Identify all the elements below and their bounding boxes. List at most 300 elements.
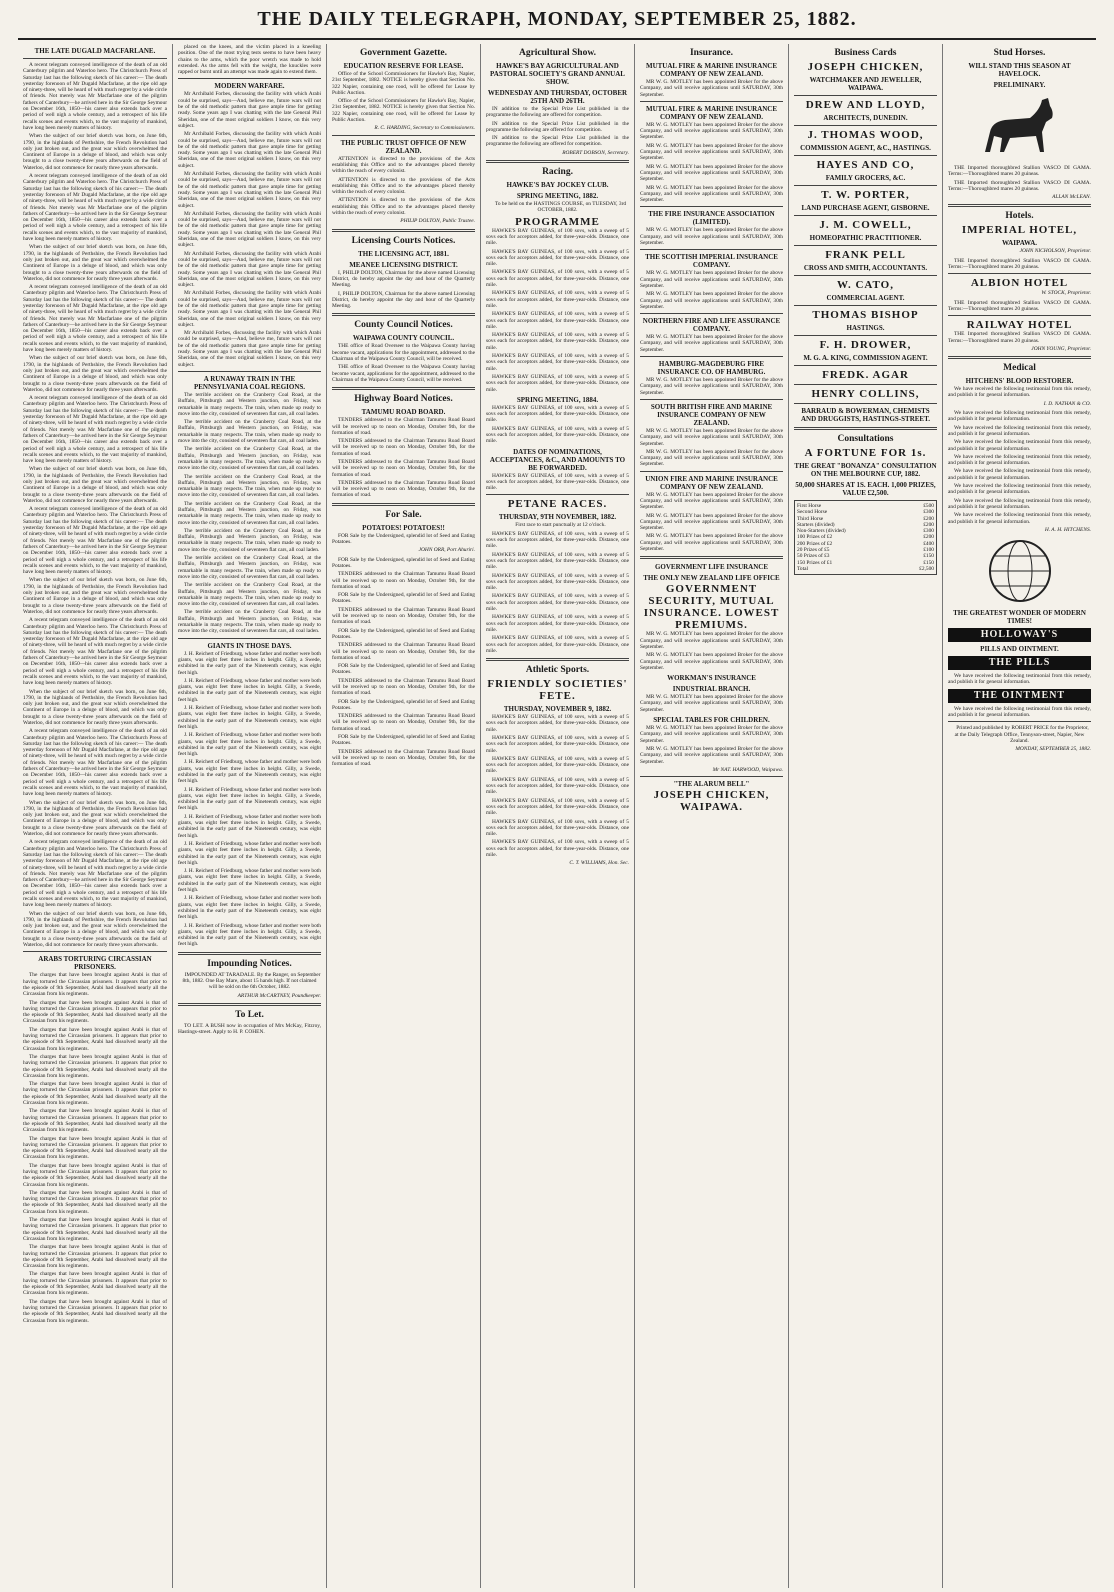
notice-text: MR W. G. MOTLEY has been appointed Broker for the above Company, and will receive applications until SATURDAY, 30th September. — [640, 725, 783, 744]
signature: R. C. HARDING, Secretary to Commissioners. — [374, 125, 475, 132]
article-text: When the subject of our brief sketch was born, on June 6th, 1790, in the highlands of Perthshire, the French Revolution had only just broken out, and the great war which overwhelmed the Continent of Europe in a deluge of blood, and which was only brought to a close twenty-three years afterwards on the field of Waterloo, did not commence for nearly three years afterwards. — [23, 910, 167, 949]
notice-text: First race to start punctually at 12 o'clock. — [515, 522, 606, 529]
signature: ARTHUR McCARTNEY, Poundkeeper. — [237, 992, 321, 999]
notice-text: We have received the following testimonial from this remedy, and publish it for general information. — [948, 705, 1091, 718]
notice-text: MR W. G. MOTLEY has been appointed Broker for the above Company, and will receive applications until SATURDAY, 30th September. — [640, 270, 783, 289]
rule — [23, 951, 167, 952]
consultation-title: A FORTUNE FOR 1s. — [804, 447, 927, 459]
notice-text: FOR Sale by the Undersigned, splendid lot of Seed and Eating Potatoes. — [332, 734, 475, 747]
article-text: A recent telegram conveyed intelligence of the death of an old Canterbury pilgrim and Waterloo hero. The Christchurch Press of Saturday last has the following sketch of his career:— The death yesterday forenoon of Mr Dugald Macfarlane, at the ripe old age of ninety-three, will be heard of with much regret by a wide circle of friends. Not merely was Mr Macfarlane one of the pilgrim fathers of Canterbury—he arrived here in the Sir George Seymour on December 16th, 1850—his career also extends back over a period of well nigh a whole century, and a retrospect of his life recalls scenes and events which, to the vast majority of mankind, have long been merely matters of history. — [23, 617, 167, 687]
article-text: When the subject of our brief sketch was born, on June 6th, 1790, in the highlands of Perthshire, the French Revolution had only just broken out, and the great war which overwhelmed the Continent of Europe in a deluge of blood, and which was only brought to a close twenty-three years afterwards on the field of Waterloo, did not commence for nearly three years afterwards. — [23, 688, 167, 726]
article-text: When the subject of our brief sketch was born, on June 6th, 1790, in the highlands of Perthshire, the French Revolution had only just broken out, and the great war which overwhelmed the Continent of Europe in a deluge of blood, and which was only brought to a close twenty-three years afterwards on the field of Waterloo, did not commence for nearly three years afterwards. — [23, 355, 167, 393]
notice-heading: SPRING MEETING, 1884. — [516, 395, 599, 404]
rule — [640, 556, 783, 559]
columns — [18, 44, 1096, 1588]
race-entry: HAWKE'S BAY GUINEAS, of 100 sovs, with a sweep of 5 sovs each for acceptors added, for three-year-olds. Distance, one mile. — [486, 839, 629, 859]
article-text: A recent telegram conveyed intelligence of the death of an old Canterbury pilgrim and Waterloo hero. The Christchurch Press of Saturday last has the following sketch of his career:— The death yesterday forenoon of Mr Dugald Macfarlane, at the ripe old age of ninety-three, will be heard of with much regret by a wide circle of friends. Not merely was Mr Macfarlane one of the pilgrim fathers of Canterbury—he arrived here in the Sir George Seymour on December 16th, 1850—his career also extends back over a period of well nigh a whole century, and a retrospect of his life recalls scenes and events which, to the vast majority of mankind, have long been merely matters of history. — [23, 395, 167, 465]
signature: JOHN ORR, Port Ahuriri. — [418, 547, 475, 554]
race-entry: HAWKE'S BAY GUINEAS, of 100 sovs, with a sweep of 5 sovs each for acceptors added, for three-year-olds. Distance, one mile. — [486, 818, 629, 838]
race-entry: HAWKE'S BAY GUINEAS, of 100 sovs, with a sweep of 5 sovs each for acceptors added, for three-year-olds. Distance, one mile. — [486, 472, 629, 492]
business-desc: WATCHMAKER AND JEWELLER, WAIPAWA. — [809, 76, 922, 92]
article-text: J. H. Reichert of Friedburg, whose father and mother were both giants, was eight feet three inches in height. Gilly, a Swede, exhibited in the early part of the Nineteenth century, was eight feet high. — [178, 759, 321, 785]
race-entry: HAWKE'S BAY GUINEAS, of 100 sovs, with a sweep of 5 sovs each for acceptors added, for three-year-olds. Distance, one mile. — [486, 551, 629, 571]
rule — [948, 204, 1091, 207]
rule — [948, 273, 1091, 274]
article-heading: ARABS TORTURING CIRCASSIAN PRISONERS. — [38, 955, 152, 972]
notice-text: MR W. G. MOTLEY has been appointed Broker for the above Company, and will receive applications until SATURDAY, 30th September. — [640, 427, 783, 447]
article-text: J. H. Reichert of Friedburg, whose father and mother were both giants, was eight feet three inches in height. Gilly, a Swede, exhibited in the early part of the Nineteenth century, was eight feet high. — [178, 895, 321, 921]
notice-heading: THURSDAY, 9TH NOVEMBER, 1882. — [498, 513, 617, 522]
notice-text: TENDERS addressed to the Chairman Tamumu Road Board will be received up to noon on Monday, October 9th, for the formation of road. — [332, 606, 475, 626]
signature: JOHN NICHOLSON, Proprietor. — [1019, 248, 1091, 255]
prize-label: Total — [797, 565, 808, 572]
prize-label: Second Horse — [797, 509, 828, 516]
notice-text: TO LET. A BUSH now in occupation of Mrs McKay, Fitzroy, Hastings-street. Apply to H. P. COHEN. — [178, 1022, 321, 1036]
rule — [332, 503, 475, 506]
notice-text: TENDERS addressed to the Chairman Tamumu Road Board will be received up to noon on Monday, October 9th, for the formation of road. — [332, 458, 475, 478]
signature: Mr NAT. HARWOOD, Waipawa. — [712, 766, 783, 773]
notice-text: I, PHILIP DOLTON, Chairman for the above named Licensing District, do hereby appoint the day and hour of the Quarterly Meeting. — [332, 269, 475, 289]
notice-heading: HAWKE'S BAY JOCKEY CLUB. — [506, 181, 609, 190]
notice-heading: WILL STAND THIS SEASON AT HAVELOCK. — [968, 62, 1071, 78]
notice-text: MR W. G. MOTLEY has been appointed Broker for the above Company, and will receive applications until SATURDAY, 30th September. — [640, 291, 783, 310]
article-text: The charges that have been brought against Arabi is that of having tortured the Circassian prisoners. It appears that prior to the episode of 9th September, Arabi had dissolved nearly all the Circassian from his regiments. — [23, 1189, 167, 1215]
notice-heading: THE LICENSING ACT, 1881. — [358, 249, 449, 258]
article-text: Mr Archibald Forbes, discussing the facility with which Arabi could be surprised, says—And, believe me, future wars will not be of the old methodic pattern that gave ample time for getting ready. Some years ago I was chatting with the late General Phil Sheridan, one of the most original soldiers I know, on this very subject. — [178, 171, 321, 209]
notice-text: FOR Sale by the Undersigned, splendid lot of Seed and Eating Potatoes. — [332, 532, 475, 546]
notice-text: IN addition to the Special Prize List published in the programme the following are offered for competition. — [486, 135, 629, 148]
notice-heading: WEDNESDAY AND THURSDAY, OCTOBER 25TH AND 26TH. — [487, 89, 628, 105]
prize-label: 100 Prizes of £2 — [797, 534, 833, 541]
rule — [178, 1003, 321, 1006]
article-text: The terrible accident on the Cranberry Coal Road, at the Buffalo, Pittsburgh and Western junction, on Friday, was remarkable in many respects. The train, when made up ready to move into the city, consisted of seventeen flat cars, all coal laden. — [178, 527, 321, 553]
fete-title: FRIENDLY SOCIETIES' FETE. — [487, 678, 628, 703]
notice-text: We have received the following testimonial from this remedy, and publish it for general information. — [948, 410, 1091, 423]
horse-illustration — [948, 92, 1091, 162]
filler-text — [23, 1000, 167, 1324]
notice-text: To be held on the HASTINGS COURSE, on TUESDAY, 3rd OCTOBER, 1882. — [494, 201, 627, 214]
imprint-date: MONDAY, SEPTEMBER 25, 1882. — [1015, 746, 1091, 753]
notice-text: TENDERS addressed to the Chairman Tamumu Road Board will be received up to noon on Monday, October 9th, for the formation of road. — [332, 713, 475, 732]
column-6 — [788, 44, 942, 1588]
notice-heading: THE FIRE INSURANCE ASSOCIATION (LIMITED). — [648, 210, 775, 227]
section-heading: Stud Horses. — [993, 48, 1046, 58]
notice-heading: TAMUMU ROAD BOARD. — [361, 408, 446, 417]
business-name: J. M. COWELL, — [819, 219, 912, 231]
notice-text: ATTENTION is directed to the provisions of the Acts establishing this Office and to the advantages placed thereby within the reach of every colonist. — [332, 155, 475, 175]
prize-amount: £200 — [923, 521, 934, 528]
article-heading: MODERN WARFARE. — [214, 82, 285, 91]
signature: C. T. WILLIAMS, Hon. Sec. — [569, 860, 629, 867]
filler-text — [332, 557, 475, 768]
pills-banner: THE PILLS — [948, 656, 1091, 670]
notice-text: MR W. G. MOTLEY has been appointed Broker for the above Company, and will receive applications until SATURDAY, 30th September. — [640, 652, 783, 671]
notice-heading: HAWKE'S BAY AGRICULTURAL AND PASTORAL SOCIETY'S GRAND ANNUAL SHOW. — [490, 62, 625, 86]
business-name: W. CATO, — [836, 279, 894, 291]
business-desc: FAMILY GROCERS, &C. — [825, 174, 906, 182]
rule — [178, 638, 321, 639]
hotel-name: RAILWAY HOTEL — [966, 319, 1073, 332]
article-text: Mr Archibald Forbes, discussing the facility with which Arabi could be surprised, says—And, believe me, future wars will not be of the old methodic pattern that gave ample time for getting ready. Some years ago I was chatting with the late General Phil Sheridan, one of the most original soldiers I know, on this very subject. — [178, 91, 321, 129]
article-text: The charges that have been brought against Arabi is that of having tortured the Circassian prisoners. It appears that prior to the episode of 9th September, Arabi had dissolved nearly all the Circassian from his regiments. — [23, 1162, 167, 1188]
prize-amount: £300 — [923, 528, 934, 535]
prize-label: 150 Prizes of £1 — [797, 559, 833, 566]
notice-heading: WORKMAN'S INSURANCE — [667, 674, 756, 683]
filler-text — [486, 228, 629, 393]
article-text: When the subject of our brief sketch was born, on June 6th, 1790, in the highlands of Perthshire, the French Revolution had only just broken out, and the great war which overwhelmed the Continent of Europe in a deluge of blood, and which was only brought to a close twenty-three years afterwards on the field of Waterloo, did not commence for nearly three years afterwards. — [23, 577, 167, 615]
notice-text: FOR Sale by the Undersigned, splendid lot of Seed and Eating Potatoes. — [332, 663, 475, 676]
article-text: The charges that have been brought against Arabi is that of having tortured the Circassian prisoners. It appears that prior to the episode of 9th September, Arabi had dissolved nearly all the Circassian from his regiments. — [23, 1244, 167, 1270]
business-name: F. H. DROWER, — [819, 339, 912, 351]
article-text: J. H. Reichert of Friedburg, whose father and mother were both giants, was eight feet three inches in height. Gilly, a Swede, exhibited in the early part of the Nineteenth century, was eight feet high. — [178, 813, 321, 839]
imprint: Printed and published by ROBERT PRICE for the Proprietor, at the Daily Telegraph Office, Tennyson-street, Napier, New Zealand. — [954, 725, 1089, 744]
notice-text: MR W. G. MOTLEY has been appointed Broker for the above Company, and will receive applications until SATURDAY, 30th September. — [640, 79, 783, 98]
article-heading: THE LATE DUGALD MACFARLANE. — [34, 47, 156, 55]
prize-amount: £2,500 — [919, 565, 934, 572]
race-entry: HAWKE'S BAY GUINEAS, of 100 sovs, with a sweep of 5 sovs each for acceptors added, for three-year-olds. Distance, one mile. — [486, 797, 629, 817]
notice-text: MR W. G. MOTLEY has been appointed Broker for the above Company, and will receive applications until SATURDAY, 30th September. — [640, 121, 783, 141]
globe-illustration — [948, 536, 1091, 606]
signature: I. D. NATHAN & CO. — [1043, 400, 1091, 407]
horse-icon — [970, 92, 1070, 162]
notice-heading: THURSDAY, NOVEMBER 9, 1882. — [503, 705, 612, 714]
notice-text: MR W. G. MOTLEY has been appointed Broker for the above Company, and will receive applications until SATURDAY, 30th September. — [640, 631, 783, 650]
rule — [640, 101, 783, 102]
section-heading: County Council Notices. — [354, 320, 453, 331]
article-text: A recent telegram conveyed intelligence of the death of an old Canterbury pilgrim and Waterloo hero. The Christchurch Press of Saturday last has the following sketch of his career:— The death yesterday forenoon of Mr Dugald Macfarlane, at the ripe old age of ninety-three, will be heard of with much regret by a wide circle of friends. Not merely was Mr Macfarlane one of the pilgrim fathers of Canterbury—he arrived here in the Sir George Seymour on December 16th, 1850—his career also extends back over a period of well nigh a whole century, and a retrospect of his life recalls scenes and events which, to the vast majority of mankind, have long been merely matters of history. — [23, 728, 167, 798]
article-text: The charges that have been brought against Arabi is that of having tortured the Circassian prisoners. It appears that prior to the episode of 9th September, Arabi had dissolved nearly all the Circassian from his regiments. — [23, 1081, 167, 1107]
article-text: The terrible accident on the Cranberry Coal Road, at the Buffalo, Pittsburgh and Western junction, on Friday, was remarkable in many respects. The train, when made up ready to move into the city, consisted of seventeen flat cars, all coal laden. — [178, 582, 321, 608]
section-heading: Athletic Sports. — [525, 665, 590, 676]
rule — [178, 952, 321, 955]
notice-text: We have received the following testimonial from this remedy, and publish it for general information. — [948, 497, 1091, 510]
rule — [948, 315, 1091, 316]
masthead — [18, 0, 1096, 40]
notice-heading: NORTHERN FIRE AND LIFE ASSURANCE COMPANY. — [642, 317, 781, 334]
article-text: The terrible accident on the Cranberry Coal Road, at the Buffalo, Pittsburgh and Western junction, on Friday, was remarkable in many respects. The train, when made up ready to move into the city, consisted of seventeen flat cars, all coal laden. — [178, 473, 321, 499]
signature: ROBERT DOBSON, Secretary. — [562, 149, 629, 156]
rule — [178, 371, 321, 372]
notice-text: TENDERS addressed to the Chairman Tamumu Road Board will be received up to noon on Monday, October 9th, for the formation of road. — [332, 748, 475, 768]
section-heading: To Let. — [235, 1009, 264, 1020]
notice-text: FOR Sale by the Undersigned, splendid lot of Seed and Eating Potatoes. — [332, 556, 475, 569]
notice-heading: HAMBURG-MAGDEBURG FIRE INSURANCE CO. OF HAMBURG. — [657, 360, 766, 377]
prize-amount: £400 — [923, 540, 934, 547]
race-entry: HAWKE'S BAY GUINEAS, of 100 sovs, with a sweep of 5 sovs each for acceptors added, for three-year-olds. Distance, one mile. — [486, 530, 629, 550]
article-text: The charges that have been brought against Arabi is that of having tortured the Circassian prisoners. It appears that prior to the episode of 9th September, Arabi had dissolved nearly all the Circassian from his regiments. — [23, 972, 167, 998]
notice-heading: "THE ALARUM BELL" — [673, 780, 750, 789]
rule — [794, 365, 937, 366]
rule — [794, 125, 937, 126]
race-entry: HAWKE'S BAY GUINEAS, of 100 sovs, with a sweep of 5 sovs each for acceptors added, for three-year-olds. Distance, one mile. — [486, 635, 629, 654]
article-text: The charges that have been brought against Arabi is that of having tortured the Circassian prisoners. It appears that prior to the episode of 9th September, Arabi had dissolved nearly all the Circassian from his regiments. — [23, 1217, 167, 1242]
article-text: A recent telegram conveyed intelligence of the death of an old Canterbury pilgrim and Waterloo hero. The Christchurch Press of Saturday last has the following sketch of his career:— The death yesterday forenoon of Mr Dugald Macfarlane, at the ripe old age of ninety-three, will be heard of with much regret by a wide circle of friends. Not merely was Mr Macfarlane one of the pilgrim fathers of Canterbury—he arrived here in the Sir George Seymour on December 16th, 1850—his career also extends back over a period of well nigh a whole century, and a retrospect of his life recalls scenes and events which, to the vast majority of mankind, have long been merely matters of history. — [23, 839, 167, 909]
race-entry: HAWKE'S BAY GUINEAS, of 100 sovs, with a sweep of 5 sovs each for acceptors added, for three-year-olds. Distance, one mile. — [486, 735, 629, 754]
signature: W. STOCK, Proprietor. — [1041, 290, 1091, 297]
article-text: The terrible accident on the Cranberry Coal Road, at the Buffalo, Pittsburgh and Western junction, on Friday, was remarkable in many respects. The train, when made up ready to move into the city, consisted of seventeen flat cars, all coal laden. — [178, 555, 321, 580]
race-entry: HAWKE'S BAY GUINEAS, of 100 sovs, with a sweep of 5 sovs each for acceptors added, for three-year-olds. Distance, one mile. — [486, 332, 629, 351]
business-desc: ARCHITECTS, DUNEDIN. — [823, 114, 908, 122]
notice-heading: HITCHENS' BLOOD RESTORER. — [965, 377, 1074, 386]
notice-text: THE Imported thoroughbred Stallion VASCO DI GAMA. Terms:—Thoroughbred mares 20 guineas. — [948, 299, 1091, 312]
notice-text: MR W. G. MOTLEY has been appointed Broker for the above Company, and will receive applications until SATURDAY, 30th September. — [640, 184, 783, 204]
prize-amount: £500 — [923, 503, 934, 509]
column-4 — [480, 44, 634, 1588]
notice-text: MR W. G. MOTLEY has been appointed Broker for the above Company, and will receive applications until SATURDAY, 30th September. — [640, 533, 783, 553]
notice-text: FOR Sale by the Undersigned, splendid lot of Seed and Eating Potatoes. — [332, 698, 475, 711]
article-text: When the subject of our brief sketch was born, on June 6th, 1790, in the highlands of Perthshire, the French Revolution had only just broken out, and the great war which overwhelmed the Continent of Europe in a deluge of blood, and which was only brought to a close twenty-three years afterwards on the field of Waterloo, did not commence for nearly three years afterwards. — [23, 799, 167, 838]
section-heading: Highway Board Notices. — [354, 394, 453, 405]
race-entry: HAWKE'S BAY GUINEAS, of 100 sovs, with a sweep of 5 sovs each for acceptors added, for three-year-olds. Distance, one mile. — [486, 614, 629, 633]
article-text: Mr Archibald Forbes, discussing the facility with which Arabi could be surprised, says—And, believe me, future wars will not be of the old methodic pattern that gave ample time for getting ready. Some years ago I was chatting with the late General Phil Sheridan, one of the most original soldiers I know, on this very subject. — [178, 210, 321, 249]
notice-text: FOR Sale by the Undersigned, splendid lot of Seed and Eating Potatoes. — [332, 592, 475, 605]
business-name: THOMAS BISHOP — [812, 309, 919, 321]
prize-label: Third Horse — [797, 515, 824, 522]
prize-list — [794, 500, 937, 575]
race-entry: HAWKE'S BAY GUINEAS, of 100 sovs, with a sweep of 5 sovs each for acceptors added, for three-year-olds. Distance, one mile. — [486, 227, 629, 247]
notice-heading: WAIPAWA COUNTY COUNCIL. — [352, 334, 455, 343]
business-name: JOSEPH CHICKEN, — [807, 61, 924, 73]
article-text: The terrible accident on the Cranberry Coal Road, at the Buffalo, Pittsburgh and Western junction, on Friday, was remarkable in many respects. The train, when made up ready to move into the city, consisted of seventeen flat cars, all coal laden. — [178, 500, 321, 526]
article-heading: A RUNAWAY TRAIN IN THE PENNSYLVANIA COAL REGIONS. — [193, 374, 306, 391]
consultation-shares: 50,000 SHARES AT 1S. EACH. 1,000 PRIZES, VALUE £2,500. — [795, 481, 936, 497]
article-text: When the subject of our brief sketch was born, on June 6th, 1790, in the highlands of Perthshire, the French Revolution had only just broken out, and the great war which overwhelmed the Continent of Europe in a deluge of blood, and which was only brought to a close twenty-three years afterwards on the field of Waterloo, did not commence for nearly three years afterwards. — [23, 244, 167, 282]
prize-row — [797, 566, 934, 572]
notice-text: THE Imported thoroughbred Stallion VASCO DI GAMA. Terms:—Thoroughbred mares 20 guineas. — [948, 165, 1091, 178]
section-heading: Government Gazette. — [359, 48, 448, 58]
column-2 — [172, 44, 326, 1588]
filler-text — [178, 131, 321, 368]
rule — [794, 155, 937, 156]
article-text: placed on the knees, and the victim placed in a kneeling position. One of the most trying tests seems to have been heavy chains to the arms, which the poor wretch was made to hold extended. As the arms fell with the weight, the knuckles were rapped or burnt until an attempt was made again to extend them. — [178, 44, 321, 76]
notice-heading: SPECIAL TABLES FOR CHILDREN. — [653, 716, 770, 725]
notice-text: TENDERS addressed to the Chairman Tamumu Road Board will be received up to noon on Monday, October 9th, for the formation of road. — [332, 571, 475, 590]
rule — [178, 78, 321, 79]
prize-amount: £300 — [923, 509, 934, 516]
globe-icon — [970, 536, 1070, 606]
notice-text: MR W. G. MOTLEY has been appointed Broker for the above Company, and will receive applications until SATURDAY, 30th September. — [640, 745, 783, 765]
notice-heading: MUTUAL FIRE & MARINE INSURANCE COMPANY OF NEW ZEALAND. — [645, 104, 778, 121]
rule — [640, 313, 783, 314]
notice-text: MR W. G. MOTLEY has been appointed Broker for the above Company, and will receive applications until SATURDAY, 30th September. — [640, 142, 783, 162]
article-text: A recent telegram conveyed intelligence of the death of an old Canterbury pilgrim and Waterloo hero. The Christchurch Press of Saturday last has the following sketch of his career:— The death yesterday forenoon of Mr Dugald Macfarlane, at the ripe old age of ninety-three, will be heard of with much regret by a wide circle of friends. Not merely was Mr Macfarlane one of the pilgrim fathers of Canterbury—he arrived here in the Sir George Seymour on December 16th, 1850—his career also extends back over a period of well nigh a whole century, and a retrospect of his life recalls scenes and events which, to the vast majority of mankind, have long been merely matters of history. — [23, 173, 167, 243]
notice-text: We have received the following testimonial from this remedy, and publish it for general information. — [948, 512, 1091, 525]
article-text: Mr Archibald Forbes, discussing the facility with which Arabi could be surprised, says—And, believe me, future wars will not be of the old methodic pattern that gave ample time for getting ready. Some years ago I was chatting with the late General Phil Sheridan, one of the most original soldiers I know, on this very subject. — [178, 290, 321, 328]
rule — [794, 305, 937, 306]
masthead-title: THE DAILY TELEGRAPH, MONDAY, SEPTEMBER 25, 1882. — [257, 7, 857, 30]
article-text: A recent telegram conveyed intelligence of the death of an old Canterbury pilgrim and Waterloo hero. The Christchurch Press of Saturday last has the following sketch of his career:— The death yesterday forenoon of Mr Dugald Macfarlane, at the ripe old age of ninety-three, will be heard of with much regret by a wide circle of friends. Not merely was Mr Macfarlane one of the pilgrim fathers of Canterbury—he arrived here in the Sir George Seymour on December 16th, 1850—his career also extends back over a period of well nigh a whole century, and a retrospect of his life recalls scenes and events which, to the vast majority of mankind, have long been merely matters of history. — [23, 62, 167, 131]
rule — [640, 249, 783, 250]
notice-heading: THE ONLY NEW ZEALAND LIFE OFFICE — [643, 574, 780, 583]
notice-text: We have received the following testimonial from this remedy, and publish it for general information. — [948, 439, 1091, 452]
notice-heading: SOUTH BRITISH FIRE AND MARINE INSURANCE COMPANY OF NEW ZEALAND. — [650, 402, 773, 427]
article-text: When the subject of our brief sketch was born, on June 6th, 1790, in the highlands of Perthshire, the French Revolution had only just broken out, and the great war which overwhelmed the Continent of Europe in a deluge of blood, and which was only brought to a close twenty-three years afterwards on the field of Waterloo, did not commence for nearly three years afterwards. — [23, 466, 167, 504]
race-entry: HAWKE'S BAY GUINEAS, of 100 sovs, with a sweep of 5 sovs each for acceptors added, for three-year-olds. Distance, one mile. — [486, 269, 629, 289]
article-text: Mr Archibald Forbes, discussing the facility with which Arabi could be surprised, says—And, believe me, future wars will not be of the old methodic pattern that gave ample time for getting ready. Some years ago I was chatting with the late General Phil Sheridan, one of the most original soldiers I know, on this very subject. — [178, 330, 321, 368]
rule — [640, 206, 783, 207]
section-heading: For Sale. — [385, 509, 422, 520]
notice-text: MR W. G. MOTLEY has been appointed Broker for the above Company, and will receive applications until SATURDAY, 30th September. — [640, 491, 783, 511]
races-title: PETANE RACES. — [507, 498, 608, 511]
signature: ALLAN McLEAN. — [1052, 194, 1091, 201]
race-entry: HAWKE'S BAY GUINEAS, of 100 sovs, with a sweep of 5 sovs each for acceptors added, for three-year-olds. Distance, one mile. — [486, 755, 629, 775]
prize-amount: £200 — [923, 534, 934, 541]
rule — [332, 135, 475, 136]
notice-text: MR W. G. MOTLEY has been appointed Broker for the above Company, and will receive applications until SATURDAY, 30th September. — [640, 448, 783, 468]
rule — [332, 387, 475, 390]
rule — [640, 471, 783, 472]
column-5 — [634, 44, 788, 1588]
article-text: When the subject of our brief sketch was born, on June 6th, 1790, in the highlands of Perthshire, the French Revolution had only just broken out, and the great war which overwhelmed the Continent of Europe in a deluge of blood, and which was only brought to a close twenty-three years afterwards on the field of Waterloo, did not commence for nearly three years afterwards. — [23, 133, 167, 171]
notice-heading: PILLS AND OINTMENT. — [980, 645, 1059, 654]
filler-text — [486, 714, 629, 858]
rule — [486, 494, 629, 495]
holloway-banner: HOLLOWAY'S — [948, 628, 1091, 642]
section-heading: Racing. — [542, 167, 573, 178]
filler-text — [486, 531, 629, 654]
race-entry: HAWKE'S BAY GUINEAS, of 100 sovs, with a sweep of 5 sovs each for acceptors added, for three-year-olds. Distance, one mile. — [486, 404, 629, 424]
rule — [794, 95, 937, 96]
rule — [794, 403, 937, 404]
article-text: A recent telegram conveyed intelligence of the death of an old Canterbury pilgrim and Waterloo hero. The Christchurch Press of Saturday last has the following sketch of his career:— The death yesterday forenoon of Mr Dugald Macfarlane, at the ripe old age of ninety-three, will be heard of with much regret by a wide circle of friends. Not merely was Mr Macfarlane one of the pilgrim fathers of Canterbury—he arrived here in the Sir George Seymour on December 16th, 1850—his career also extends back over a period of well nigh a whole century, and a retrospect of his life recalls scenes and events which, to the vast majority of mankind, have long been merely matters of history. — [23, 284, 167, 354]
article-text: J. H. Reichert of Friedburg, whose father and mother were both giants, was eight feet three inches in height. Gilly, a Swede, exhibited in the early part of the Nineteenth century, was eight feet high. — [178, 922, 321, 948]
race-entry: HAWKE'S BAY GUINEAS, of 100 sovs, with a sweep of 5 sovs each for acceptors added, for three-year-olds. Distance, one mile. — [486, 373, 629, 393]
rule — [794, 384, 937, 385]
race-entry: HAWKE'S BAY GUINEAS, of 100 sovs, with a sweep of 5 sovs each for acceptors added, for three-year-olds. Distance, one mile. — [486, 311, 629, 330]
article-text: The terrible accident on the Cranberry Coal Road, at the Buffalo, Pittsburgh and Western junction, on Friday, was remarkable in many respects. The train, when made up ready to move into the city, consisted of seventeen flat cars, all coal laden. — [178, 609, 321, 635]
rule — [640, 399, 783, 400]
race-entry: HAWKE'S BAY GUINEAS, of 100 sovs, with a sweep of 5 sovs each for acceptors added, for three-year-olds. Distance, one mile. — [486, 776, 629, 796]
notice-heading: DATES OF NOMINATIONS, ACCEPTANCES, &C., AND AMOUNTS TO BE FORWARDED. — [489, 447, 626, 472]
notice-text: We have received the following testimonial from this remedy, and publish it for general information. — [948, 453, 1091, 467]
article-text: The charges that have been brought against Arabi is that of having tortured the Circassian prisoners. It appears that prior to the episode of 9th September, Arabi had dissolved nearly all the Circassian from his regiments. — [23, 1271, 167, 1297]
article-text: J. H. Reichert of Friedburg, whose father and mother were both giants, was eight feet three inches in height. Gilly, a Swede, exhibited in the early part of the Nineteenth century, was eight feet high. — [178, 705, 321, 730]
business-desc: M. G. A. KING, COMMISSION AGENT. — [803, 354, 928, 362]
race-entry: HAWKE'S BAY GUINEAS, of 100 sovs, with a sweep of 5 sovs each for acceptors added, for three-year-olds. Distance, one mile. — [486, 353, 629, 372]
filler-text — [178, 419, 321, 635]
notice-heading: THE PUBLIC TRUST OFFICE OF NEW ZEALAND. — [340, 138, 467, 155]
hotel-name: ALBION HOTEL — [970, 277, 1069, 290]
notice-text: ATTENTION is directed to the provisions of the Acts establishing this Office and to the advantages placed thereby within the reach of every colonist. — [332, 197, 475, 217]
consultation-subtitle: THE GREAT "BONANZA" CONSULTATION ON THE MELBOURNE CUP, 1882. — [794, 462, 937, 478]
rule — [332, 313, 475, 316]
notice-text: IN addition to the Special Prize List published in the programme the following are offered for competition. — [486, 120, 629, 133]
article-text: J. H. Reichert of Friedburg, whose father and mother were both giants, was eight feet three inches in height. Gilly, a Swede, exhibited in the early part of the Nineteenth century, was eight feet high. — [178, 732, 321, 758]
hotel-name: IMPERIAL HOTEL, — [961, 224, 1078, 237]
notice-text: I, PHILIP DOLTON, Chairman for the above named Licensing District, do hereby appoint the day and hour of the Quarterly Meeting. — [332, 290, 475, 310]
article-text: Mr Archibald Forbes, discussing the facility with which Arabi could be surprised, says—And, believe me, future wars will not be of the old methodic pattern that gave ample time for getting ready. Some years ago I was chatting with the late General Phil Sheridan, one of the most original soldiers I know, on this very subject. — [178, 250, 321, 289]
article-text: J. H. Reichert of Friedburg, whose father and mother were both giants, was eight feet three inches in height. Gilly, a Swede, exhibited in the early part of the Nineteenth century, was eight feet high. — [178, 868, 321, 894]
business-desc: CROSS AND SMITH, ACCOUNTANTS. — [803, 264, 928, 272]
business-desc: BARRAUD & BOWERMAN, CHEMISTS AND DRUGGISTS, HASTINGS-STREET. — [800, 407, 930, 423]
section-heading: Consultations — [837, 434, 894, 444]
article-text: The terrible accident on the Cranberry Coal Road, at the Buffalo, Pittsburgh and Western junction, on Friday, was remarkable in many respects. The train, when made up ready to move into the city, consisted of seventeen flat cars, all coal laden. — [178, 446, 321, 472]
notice-heading: UNION FIRE AND MARINE INSURANCE COMPANY OF NEW ZEALAND. — [645, 474, 778, 491]
section-heading: Impounding Notices. — [207, 958, 292, 969]
signature: JOHN YOUNG, Proprietor. — [1031, 345, 1091, 352]
filler-text — [23, 173, 167, 948]
article-text: The charges that have been brought against Arabi is that of having tortured the Circassian prisoners. It appears that prior to the episode of 9th September, Arabi had dissolved nearly all the Circassian from his regiments. — [23, 999, 167, 1025]
race-entry: HAWKE'S BAY GUINEAS, of 100 sovs, with a sweep of 5 sovs each for acceptors added, for three-year-olds. Distance, one mile. — [486, 248, 629, 268]
prize-label: 200 Prizes of £2 — [797, 540, 833, 547]
notice-heading: SPRING MEETING, 1882. — [516, 192, 599, 201]
notice-heading: PRELIMINARY. — [993, 81, 1046, 89]
race-entry: HAWKE'S BAY GUINEAS, of 100 sovs, with a sweep of 5 sovs each for acceptors added, for three-year-olds. Distance, one mile. — [486, 593, 629, 613]
race-entry: HAWKE'S BAY GUINEAS, of 100 sovs, with a sweep of 5 sovs each for acceptors added, for three-year-olds. Distance, one mile. — [486, 572, 629, 592]
rule — [332, 229, 475, 232]
article-heading: GIANTS IN THOSE DAYS. — [207, 641, 292, 650]
programme-heading: PROGRAMME — [515, 215, 600, 228]
business-desc: HOMEOPATHIC PRACTITIONER. — [809, 234, 922, 242]
article-text: J. H. Reichert of Friedburg, whose father and mother were both giants, was eight feet three inches in height. Gilly, a Swede, exhibited in the early part of the Nineteenth century, was eight feet high. — [178, 677, 321, 703]
notice-text: MR W. G. MOTLEY has been appointed Broker for the above Company, and will receive applications until SATURDAY, 30th September. — [640, 694, 783, 713]
article-text: Mr Archibald Forbes, discussing the facility with which Arabi could be surprised, says—And, believe me, future wars will not be of the old methodic pattern that gave ample time for getting ready. Some years ago I was chatting with the late General Phil Sheridan, one of the most original soldiers I know, on this very subject. — [178, 131, 321, 169]
business-name: J. THOMAS WOOD, — [807, 129, 924, 141]
section-heading: Licensing Courts Notices. — [351, 235, 456, 246]
business-name: DREW AND LLOYD, — [805, 99, 926, 111]
notice-text: TENDERS addressed to the Chairman Tamumu Road Board will be received up to noon on Monday, October 9th, for the formation of road. — [332, 479, 475, 499]
insurance-slogan: GOVERNMENT SECURITY, MUTUAL INSURANCE. LOWEST PREMIUMS. — [643, 583, 780, 632]
business-desc: COMMISSION AGENT, &C., HASTINGS. — [800, 144, 931, 152]
article-text: J. H. Reichert of Friedburg, whose father and mother were both giants, was eight feet three inches in height. Gilly, a Swede, exhibited in the early part of the Nineteenth century, was eight feet high. — [178, 840, 321, 866]
section-heading: Insurance. — [689, 48, 734, 58]
notice-text: We have received the following testimonial from this remedy, and publish it for general information. — [948, 673, 1091, 686]
notice-heading: MUTUAL FIRE & MARINE INSURANCE COMPANY OF NEW ZEALAND. — [645, 62, 778, 78]
notice-text: IN addition to the Special Prize List published in the programme the following are offered for competition. — [486, 106, 629, 119]
prize-amount: £150 — [923, 553, 934, 560]
notice-text: TENDERS addressed to the Chairman Tamumu Road Board will be received up to noon on Monday, October 9th, for the formation of road. — [332, 417, 475, 436]
article-text: J. H. Reichert of Friedburg, whose father and mother were both giants, was eight feet three inches in height. Gilly, a Swede, exhibited in the early part of the Nineteenth century, was eight feet high. — [178, 650, 321, 676]
notice-heading: THE SCOTTISH IMPERIAL INSURANCE COMPANY. — [645, 253, 778, 270]
signature: PHILIP DOLTON, Public Trustee. — [400, 218, 475, 225]
section-heading: Agricultural Show. — [518, 48, 597, 58]
column-3 — [326, 44, 480, 1588]
notice-text: Office of the School Commissioners for Hawke's Bay, Napier, 21st September, 1882. NOTICE is hereby given that Section No. 322 Napier, containing one rood, will be offered for Lease by Public Auction. — [332, 71, 475, 96]
rule — [486, 658, 629, 661]
notice-text: THE Imported thoroughbred Stallion VASCO DI GAMA. Terms:—Thoroughbred mares 20 guineas. — [948, 257, 1091, 271]
notice-heading: POTATOES! POTATOES!! — [362, 523, 445, 532]
notice-text: ATTENTION is directed to the provisions of the Acts establishing this Office and to the advantages placed thereby within the reach of every colonist. — [332, 176, 475, 196]
prize-label: 50 Prizes of £3 — [797, 553, 830, 560]
rule — [640, 776, 783, 777]
prize-label: Starters (divided) — [797, 521, 835, 528]
business-desc: HASTINGS. — [846, 324, 885, 332]
article-text: The charges that have been brought against Arabi is that of having tortured the Circassian prisoners. It appears that prior to the episode of 9th September, Arabi had dissolved nearly all the Circassian from his regiments. — [23, 1108, 167, 1134]
business-desc: COMMERCIAL AGENT. — [826, 294, 905, 302]
notice-heading: INDUSTRIAL BRANCH. — [672, 685, 751, 694]
notice-text: TENDERS addressed to the Chairman Tamumu Road Board will be received up to noon on Monday, October 9th, for the formation of road. — [332, 438, 475, 457]
notice-text: MR W. G. MOTLEY has been appointed Broker for the above Company, and will receive applications until SATURDAY, 30th September. — [640, 334, 783, 353]
rule — [794, 275, 937, 276]
notice-text: We have received the following testimonial from this remedy, and publish it for general information. — [948, 424, 1091, 437]
notice-text: IMPOUNDED AT TARADALE. By the Ranger, on September 8th, 1882. One Bay Mare, about 15 hands high. If not claimed will be sold on the 6th October, 1882. — [182, 971, 321, 991]
prize-label: Non-Starters (divided) — [797, 528, 846, 535]
race-entry: HAWKE'S BAY GUINEAS, of 100 sovs, with a sweep of 5 sovs each for acceptors added, for three-year-olds. Distance, one mile. — [486, 290, 629, 309]
notice-text: MR W. G. MOTLEY has been appointed Broker for the above Company, and will receive applications until SATURDAY, 30th September. — [640, 377, 783, 396]
notice-text: Office of the School Commissioners for Hawke's Bay, Napier, 21st September, 1882. NOTICE is hereby given that Section No. 322 Napier, containing one rood, will be offered for Lease by Public Auction. — [332, 98, 475, 124]
rule — [794, 185, 937, 186]
business-desc: LAND PURCHASE AGENT, GISBORNE. — [801, 204, 930, 212]
notice-text: MR W. G. MOTLEY has been appointed Broker for the above Company, and will receive applications until SATURDAY, 30th September. — [640, 227, 783, 247]
prize-label: 20 Prizes of £5 — [797, 547, 830, 554]
advertiser-name: JOSEPH CHICKEN, WAIPAWA. — [653, 789, 770, 814]
article-text: The charges that have been brought against Arabi is that of having tortured the Circassian prisoners. It appears that prior to the episode of 9th September, Arabi had dissolved nearly all the Circassian from his regiments. — [23, 1135, 167, 1161]
notice-heading: WAIPAWA. — [1001, 239, 1038, 248]
filler-text — [948, 410, 1091, 525]
rule — [794, 335, 937, 336]
column-7 — [942, 44, 1096, 1588]
notice-text: FOR Sale by the Undersigned, splendid lot of Seed and Eating Potatoes. — [332, 627, 475, 640]
